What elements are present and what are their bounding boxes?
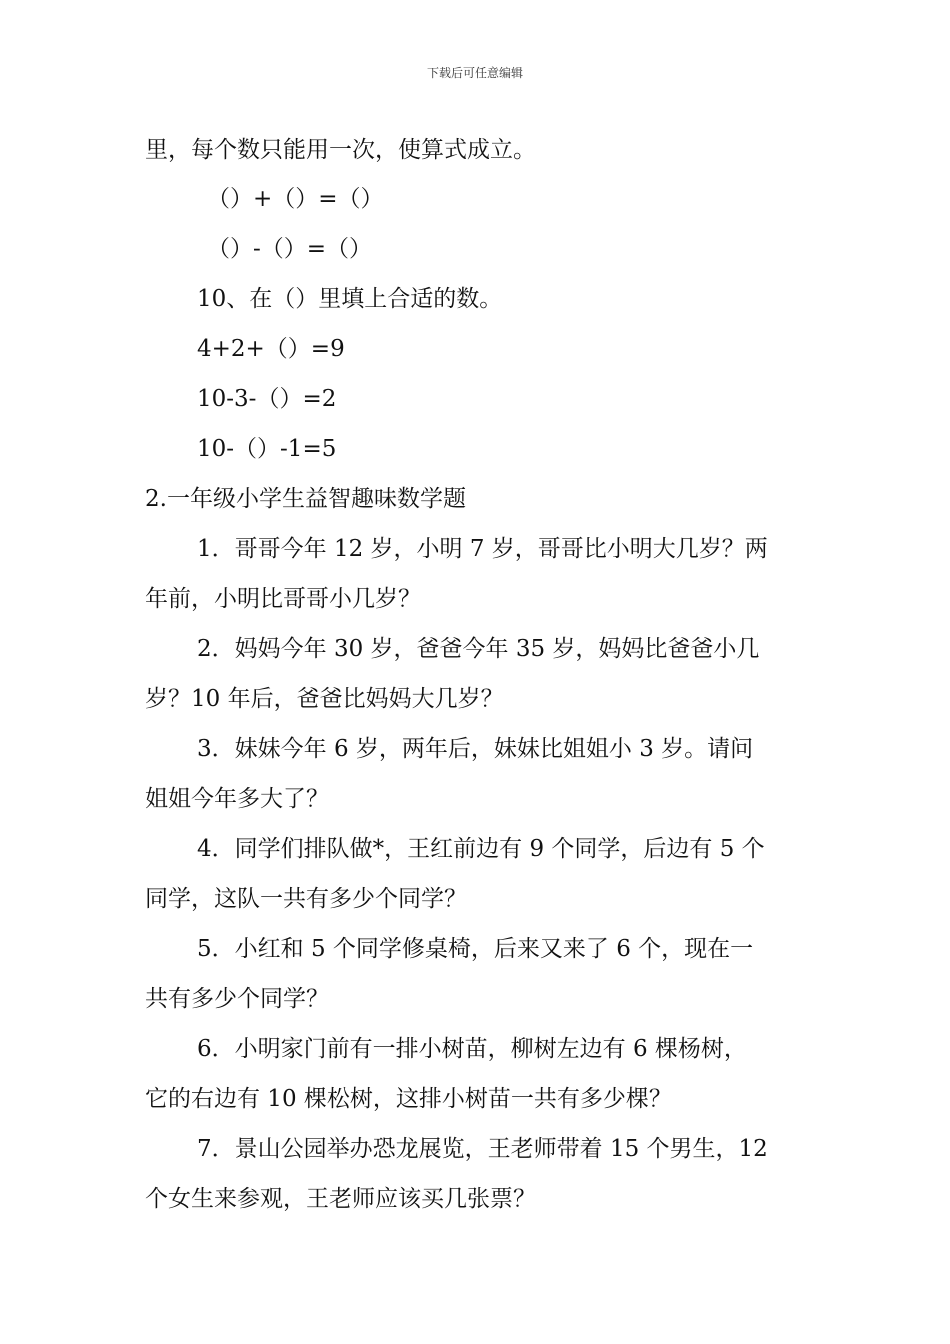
problem-line: 共有多少个同学？ <box>145 986 329 1012</box>
problem-line: 3．妹妹今年 6 岁，两年后，妹妹比姐姐小 3 岁。请问 <box>197 736 754 762</box>
problem-line: 6．小明家门前有一排小树苗，柳树左边有 6 棵杨树， <box>197 1036 747 1062</box>
problem-line: 同学，这队一共有多少个同学？ <box>145 886 467 912</box>
problem-line: 姐姐今年多大了？ <box>145 786 329 812</box>
equation-line: （）+（）=（） <box>207 186 384 212</box>
problem-line: 个女生来参观，王老师应该买几张票？ <box>145 1186 536 1212</box>
intro-line: 里，每个数只能用一次，使算式成立。 <box>145 137 536 163</box>
problem-line: 它的右边有 10 棵松树，这排小树苗一共有多少棵？ <box>145 1086 672 1112</box>
problem-line: 岁？10 年后，爸爸比妈妈大几岁？ <box>145 686 504 712</box>
question-10-title: 10、在（）里填上合适的数。 <box>197 286 503 312</box>
equation-line: （）-（）=（） <box>207 236 373 262</box>
section-title: 2.一年级小学生益智趣味数学题 <box>145 486 466 512</box>
question-10-item: 4+2+（）=9 <box>197 336 345 362</box>
question-10-item: 10-3-（）=2 <box>197 386 337 412</box>
page-header: 下载后可任意编辑 <box>426 66 523 80</box>
problem-line: 2．妈妈今年 30 岁，爸爸今年 35 岁，妈妈比爸爸小几 <box>197 636 760 662</box>
problem-line: 7．景山公园举办恐龙展览，王老师带着 15 个男生，12 <box>197 1136 768 1162</box>
problem-line: 年前，小明比哥哥小几岁？ <box>145 586 421 612</box>
problem-line: 1．哥哥今年 12 岁，小明 7 岁，哥哥比小明大几岁？两 <box>197 536 768 562</box>
problem-line: 5．小红和 5 个同学修桌椅，后来又来了 6 个，现在一 <box>197 936 754 962</box>
question-10-item: 10-（）-1=5 <box>197 436 337 462</box>
problem-line: 4．同学们排队做*，王红前边有 9 个同学，后边有 5 个 <box>197 836 765 862</box>
